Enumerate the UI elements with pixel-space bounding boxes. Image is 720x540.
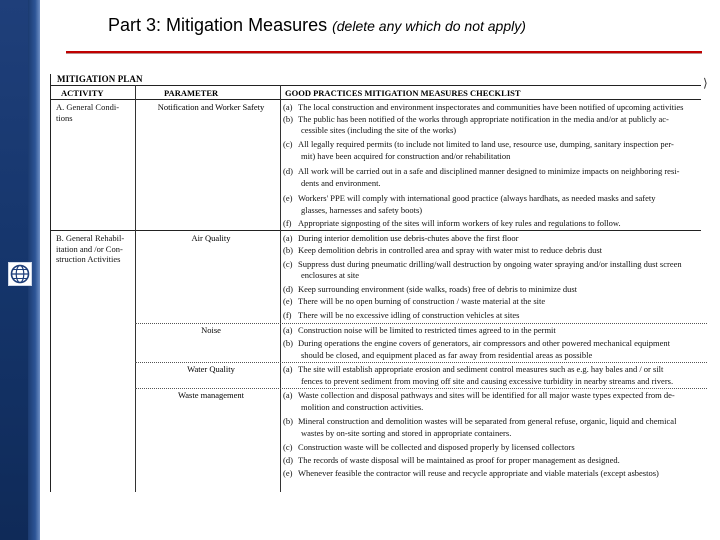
section-divider-line	[51, 230, 701, 231]
cropped-edge-marker: ⟩	[703, 76, 708, 90]
checklist-item: (e) Whenever feasible the contractor will reuse and recycle appropriate and viable materials (except asbestos)	[283, 468, 659, 478]
checklist-item-continuation: fences to prevent sediment from moving off site and causing excessive turbidity in nearby streams and rivers.	[301, 376, 674, 386]
activity-a-line: tions	[56, 112, 73, 123]
activity-b-line: struction Activities	[56, 254, 121, 264]
parameter-waste-management: Waste management	[177, 390, 245, 400]
checklist-item-continuation: enclosures at site	[301, 270, 360, 280]
parameter-water-quality: Water Quality	[187, 364, 235, 374]
checklist-item: (b) Keep demolition debris in controlled area and spray with water mist to reduce debris dust	[283, 245, 603, 255]
group-divider	[135, 323, 707, 324]
activity-cell-b	[56, 233, 134, 265]
header-checklist: GOOD PRACTICES MITIGATION MEASURES CHECKLIST	[285, 88, 521, 98]
header-activity: ACTIVITY	[61, 88, 104, 98]
checklist-item: (d) Keep surrounding environment (side walks, roads) free of debris to minimize dust	[283, 284, 578, 294]
activity-cell-a	[56, 102, 134, 123]
checklist-item: (a) Waste collection and disposal pathways and sites will be identified for all major waste types expected from de-	[283, 390, 675, 400]
checklist-item: (a) Construction noise will be limited to restricted times agreed to in the permit	[283, 325, 556, 335]
sidebar-band	[0, 0, 40, 540]
checklist-item-continuation: mit) have been acquired for construction and/or rehabilitation	[301, 151, 511, 161]
checklist-item-continuation: cessible sites (including the site of the works)	[301, 125, 457, 135]
checklist-item: (b) During operations the engine covers of generators, air compressors and other powered mechanical equipment	[283, 338, 670, 348]
group-divider	[135, 388, 707, 389]
parameter-air-quality: Air Quality	[191, 233, 231, 243]
slide-title-main: Part 3: Mitigation Measures	[108, 15, 328, 35]
checklist-item: (f) Appropriate signposting of the sites will inform workers of key rules and regulations to follow.	[283, 218, 621, 228]
column-divider-activity	[135, 85, 136, 492]
activity-b-line: itation and /or Con-	[56, 243, 123, 254]
parameter-notification-worker-safety: Notification and Worker Safety	[157, 102, 265, 112]
checklist-item: (b) The public has been notified of the works through appropriate notification in the media and/or at publicly ac-	[283, 114, 669, 124]
activity-a-line: A. General Condi-	[56, 102, 120, 112]
slide-title	[108, 15, 526, 36]
column-divider-parameter	[280, 85, 281, 492]
checklist-item: (b) Mineral construction and demolition wastes will be separated from general refuse, organic, liquid and chemical	[283, 416, 677, 426]
checklist-item: (e) There will be no open burning of construction / waste material at the site	[283, 296, 546, 306]
checklist-item-continuation: glasses, harnesses and safety boots)	[301, 205, 423, 215]
checklist-item: (d) The records of waste disposal will be maintained as proof for proper management as designed.	[283, 455, 620, 465]
checklist-item: (c) All legally required permits (to include not limited to land use, resource use, dumping, sanitary inspection per-	[283, 139, 674, 149]
checklist-item-continuation: should be closed, and equipment placed as far away from residential areas as possible	[301, 350, 593, 360]
checklist-item-continuation: dents and environment.	[301, 178, 381, 188]
mitigation-plan-table	[50, 74, 709, 492]
checklist-item: (a) The local construction and environment inspectorates and communities have been notified of upcoming activities	[283, 102, 684, 112]
header-top-line	[51, 85, 701, 86]
checklist-item: (f) There will be no excessive idling of construction vehicles at sites	[283, 310, 520, 320]
slide-title-note: (delete any which do not apply)	[332, 18, 526, 34]
checklist-item: (a) The site will establish appropriate erosion and sediment control measures such as e.g. hay bales and / or silt	[283, 364, 664, 374]
world-bank-globe-icon	[8, 262, 32, 286]
activity-b-line: B. General Rehabil-	[56, 233, 125, 243]
checklist-item: (a) During interior demolition use debris-chutes above the first floor	[283, 233, 519, 243]
checklist-item: (d) All work will be carried out in a safe and disciplined manner designed to minimize impacts on neighboring resi-	[283, 166, 680, 176]
checklist-item-continuation: molition and construction activities.	[301, 402, 424, 412]
header-parameter: PARAMETER	[164, 88, 219, 98]
checklist-item: (e) Workers' PPE will comply with international good practice (always hardhats, as needed masks and safety	[283, 193, 656, 203]
title-underline-shadow	[66, 53, 702, 54]
header-bottom-line	[51, 99, 701, 100]
parameter-noise: Noise	[201, 325, 221, 335]
checklist-item-continuation: wastes by on-site sorting and stored in appropriate containers.	[301, 428, 512, 438]
checklist-item: (c) Construction waste will be collected and disposed properly by licensed collectors	[283, 442, 575, 452]
checklist-item: (c) Suppress dust during pneumatic drilling/wall destruction by ongoing water spraying and/or installing dust screen	[283, 259, 682, 269]
plan-label: MITIGATION PLAN	[57, 74, 143, 84]
group-divider	[135, 362, 707, 363]
